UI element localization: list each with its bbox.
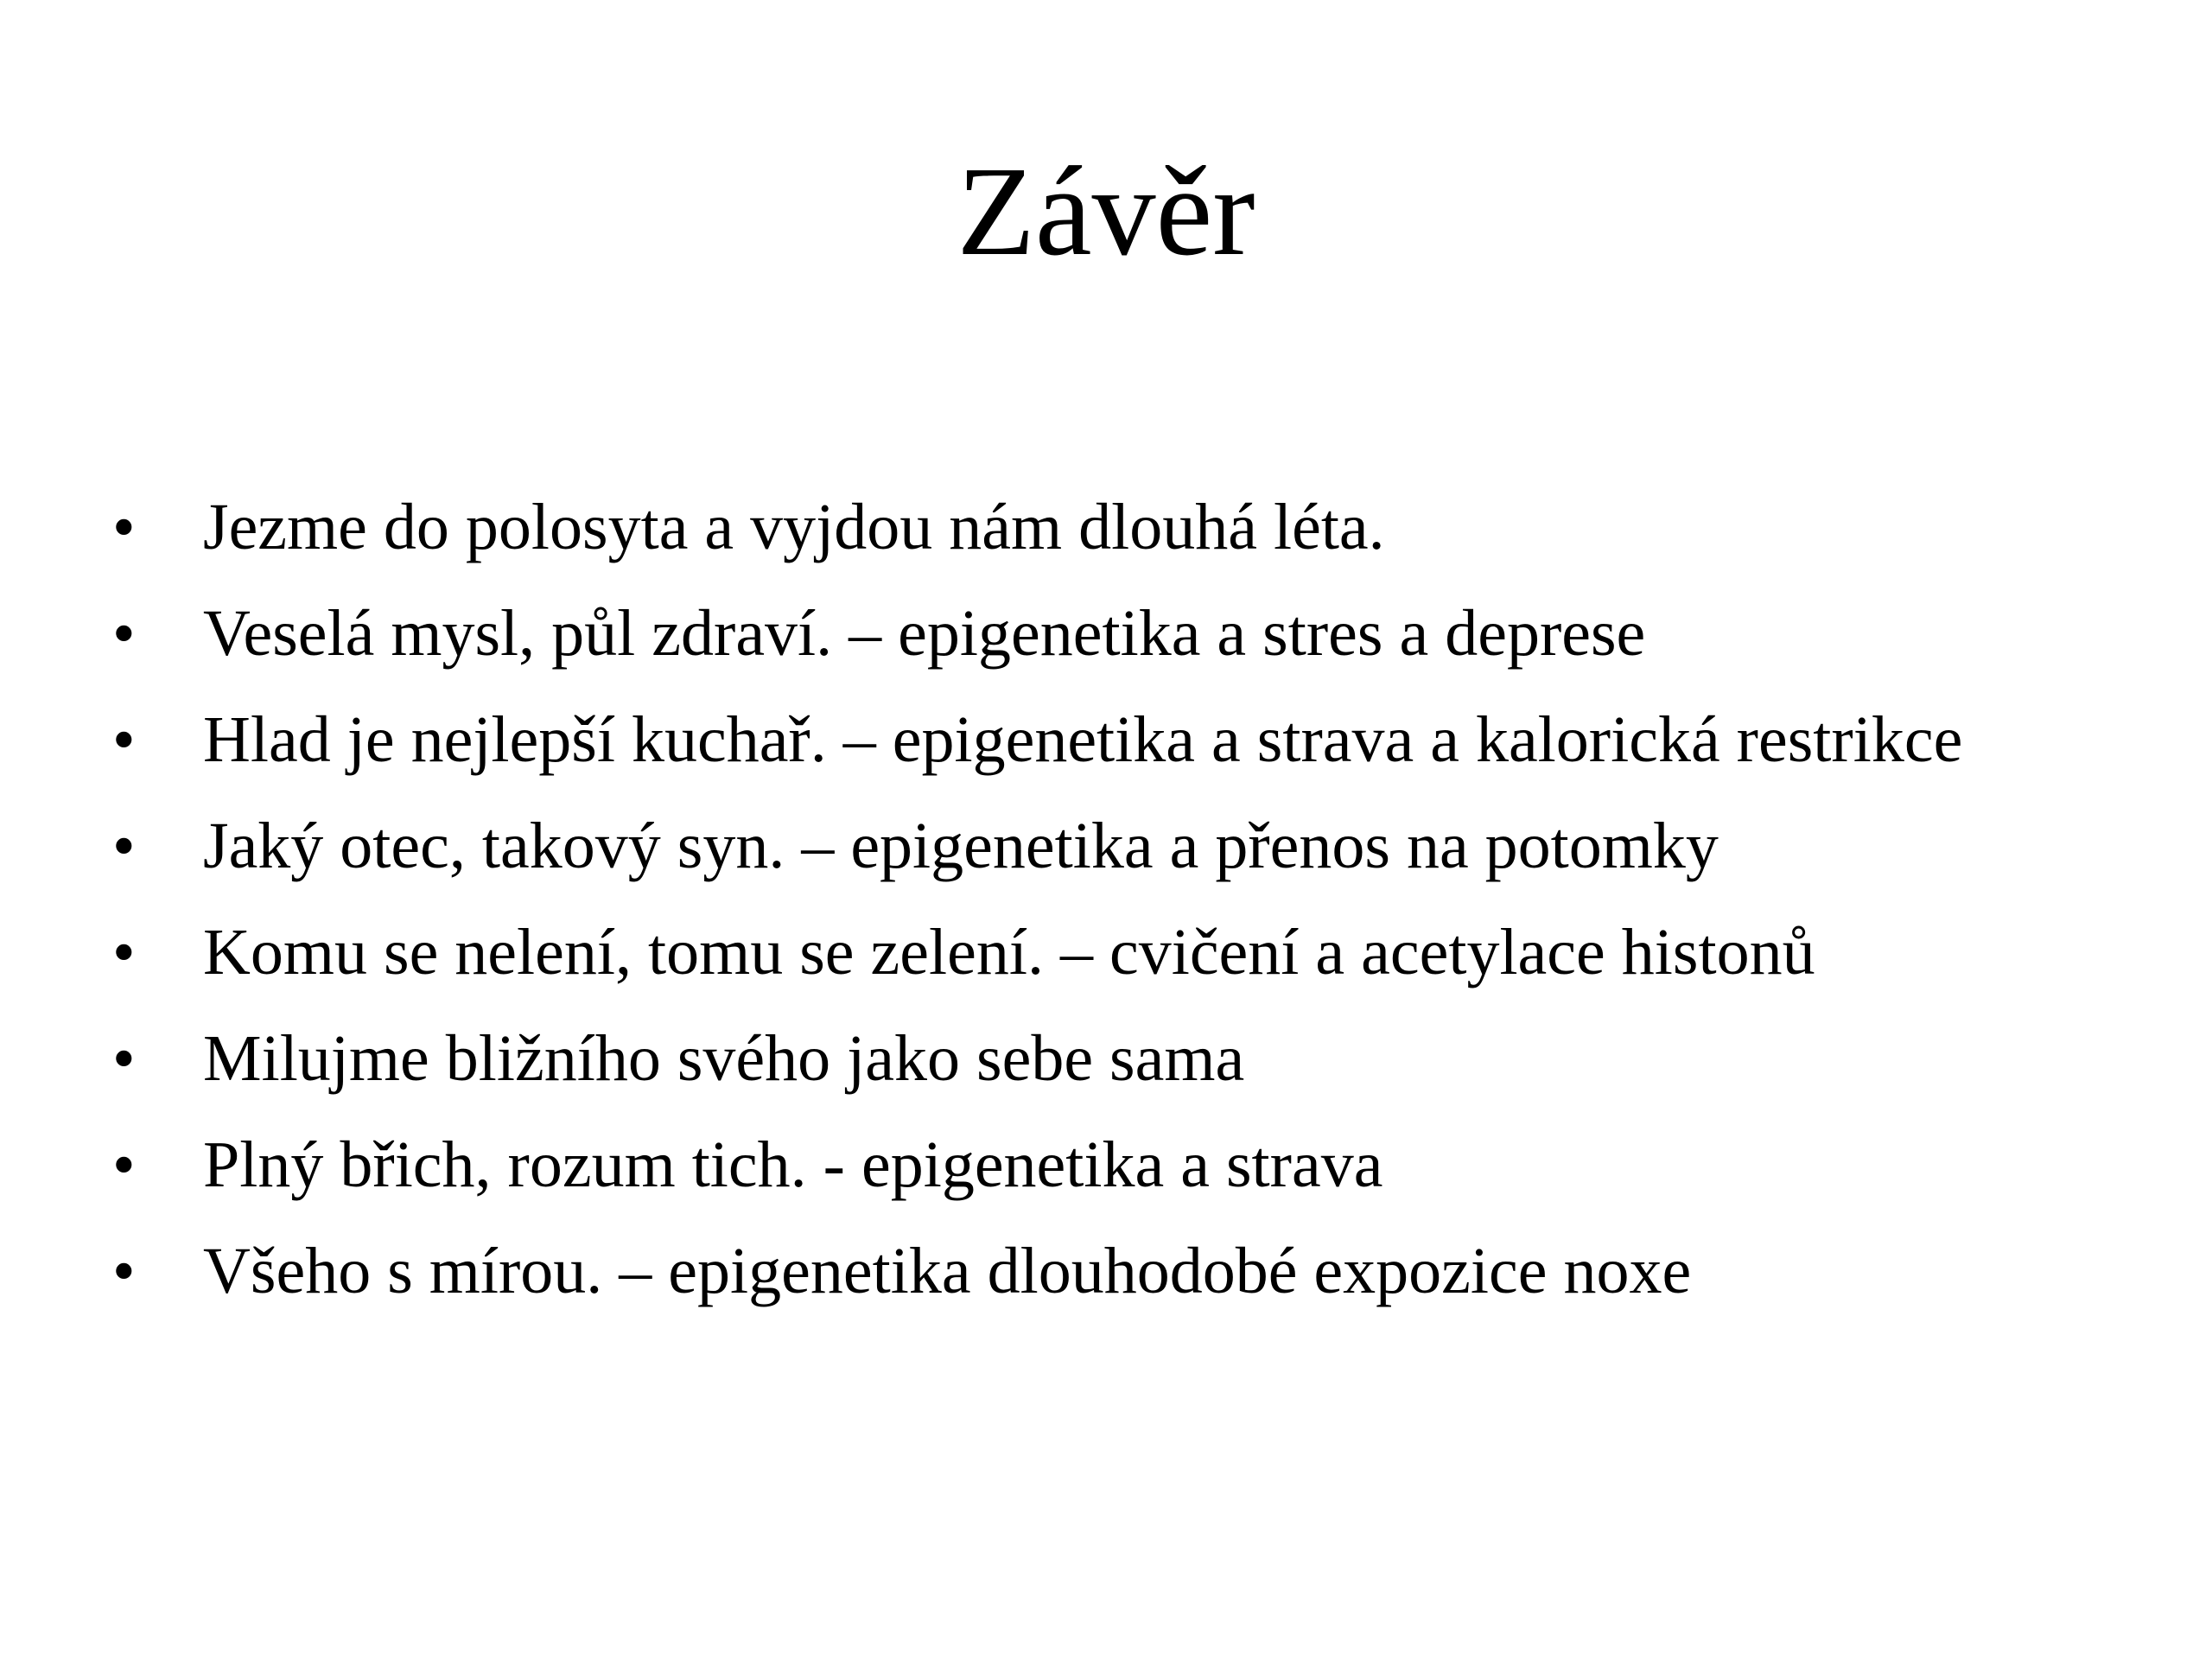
bullet-text: Hlad je nejlepší kuchař. – epigenetika a strava a kalorická restrikce [203,703,1963,776]
bullet-dot-icon: • [112,916,136,988]
bullet-list [112,484,2203,1334]
bullet-dot-icon: • [112,1235,136,1307]
bullet-text: Všeho s mírou. – epigenetika dlouhodobé expozice noxe [203,1235,1692,1307]
bullet-item [112,1015,2203,1122]
bullet-dot-icon: • [112,810,136,882]
bullet-item [112,484,2203,590]
bullet-item [112,1122,2203,1228]
slide-title: Závěr [957,141,1255,283]
bullet-dot-icon: • [112,491,136,563]
bullet-text: Komu se nelení, tomu se zelení. – cvičení a acetylace histonů [203,916,1815,988]
bullet-dot-icon: • [112,1128,136,1201]
bullet-text: Jaký otec, takový syn. – epigenetika a přenos na potomky [203,810,1719,882]
bullet-item [112,590,2203,696]
bullet-item [112,1228,2203,1334]
bullet-dot-icon: • [112,597,136,670]
bullet-text: Veselá mysl, půl zdraví. – epigenetika a stres a deprese [203,597,1646,670]
bullet-text: Plný břich, rozum tich. - epigenetika a strava [203,1128,1383,1201]
bullet-item [112,909,2203,1015]
bullet-text: Milujme bližního svého jako sebe sama [203,1022,1245,1095]
bullet-text: Jezme do polosyta a vyjdou nám dlouhá léta. [203,491,1385,563]
bullet-item [112,696,2203,803]
bullet-dot-icon: • [112,1022,136,1095]
bullet-item [112,803,2203,909]
bullet-dot-icon: • [112,703,136,776]
